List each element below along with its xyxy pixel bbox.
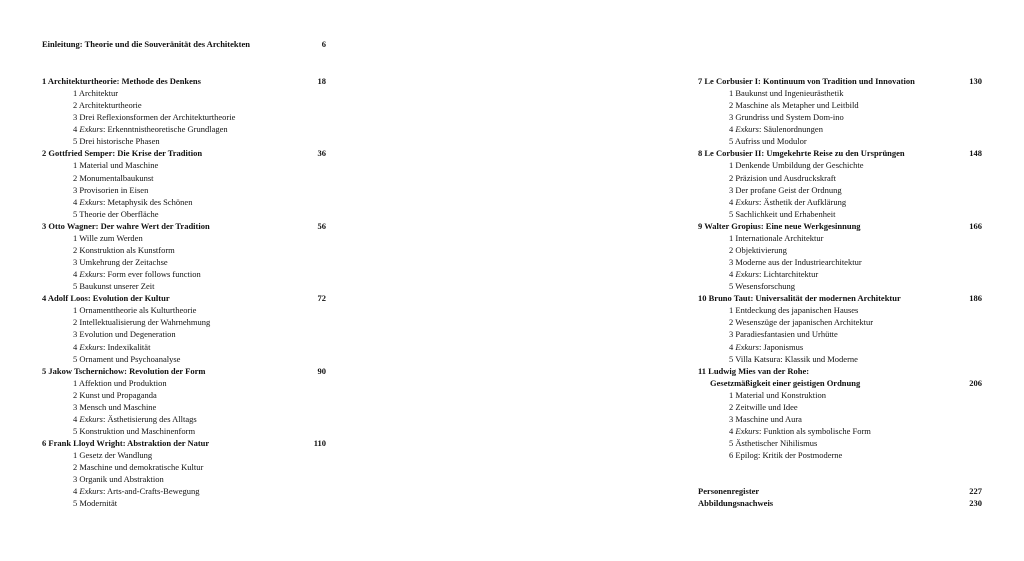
chapter-page-number: 148 — [969, 148, 982, 159]
section-entry: 3 Der profane Geist der Ordnung — [729, 184, 842, 195]
section-entry: 5 Drei historische Phasen — [73, 136, 160, 147]
section-entry: 4 Exkurs: Erkenntnistheoretische Grundlagen — [73, 124, 228, 135]
section-entry: 2 Maschine und demokratische Kultur — [73, 462, 204, 473]
section-entry: 2 Intellektualisierung der Wahrnehmung — [73, 317, 211, 328]
chapter-title: 8 Le Corbusier II: Umgekehrte Reise zu den Ursprüngen — [698, 148, 905, 159]
section-entry: 5 Ornament und Psychoanalyse — [73, 353, 181, 364]
section-entry: 5 Aufriss und Modulor — [729, 136, 807, 147]
chapter-title: 9 Walter Gropius: Eine neue Werkgesinnung — [698, 220, 861, 231]
section-entry: 2 Konstruktion als Kunstform — [73, 244, 175, 255]
section-entry: 5 Wesensforschung — [729, 281, 795, 292]
section-entry: 2 Wesenszüge der japanischen Architektur — [729, 317, 874, 328]
section-entry: 5 Modernität — [73, 498, 118, 509]
section-entry: 3 Evolution und Degeneration — [73, 329, 176, 340]
section-entry: 3 Paradiesfantasien und Urhütte — [729, 329, 838, 340]
chapter-page-number: 206 — [969, 377, 982, 388]
chapter-page-number: 36 — [317, 148, 326, 159]
section-entry: 1 Wille zum Werden — [73, 232, 143, 243]
chapter-title: 5 Jakow Tschernichow: Revolution der Form — [42, 365, 206, 376]
appendix-title: Abbildungsnachweis — [698, 498, 774, 509]
section-entry: 3 Moderne aus der Industriearchitektur — [729, 257, 862, 268]
section-entry: 3 Provisorien in Eisen — [73, 184, 149, 195]
section-entry: 1 Architektur — [73, 88, 119, 99]
section-entry: 3 Organik und Abstraktion — [73, 474, 164, 485]
section-entry: 5 Ästhetischer Nihilismus — [729, 438, 818, 449]
section-entry: 1 Entdeckung des japanischen Hauses — [729, 305, 859, 316]
section-entry: 3 Grundriss und System Dom-ino — [729, 112, 844, 123]
appendix-page-number: 230 — [969, 498, 982, 509]
section-entry: 5 Villa Katsura: Klassik und Moderne — [729, 353, 858, 364]
appendix-title: Personenregister — [698, 486, 760, 496]
chapter-page-number: 130 — [969, 76, 982, 86]
chapter-page-number: 56 — [317, 220, 326, 231]
section-entry: 4 Exkurs: Funktion als symbolische Form — [729, 426, 871, 437]
section-entry: 1 Material und Maschine — [73, 160, 159, 171]
chapter-title: 2 Gottfried Semper: Die Krise der Tradition — [42, 148, 203, 159]
chapter-title: 3 Otto Wagner: Der wahre Wert der Tradition — [42, 220, 210, 231]
chapter-title: 6 Frank Lloyd Wright: Abstraktion der Natur — [42, 438, 210, 449]
section-entry: 3 Drei Reflexionsformen der Architekturtheorie — [73, 112, 236, 123]
section-entry: 5 Konstruktion und Maschinenform — [73, 426, 196, 437]
chapter-page-number: 186 — [969, 293, 982, 304]
section-entry: 5 Theorie der Oberfläche — [73, 208, 159, 219]
section-entry: 1 Gesetz der Wandlung — [73, 450, 153, 461]
section-entry: 3 Umkehrung der Zeitachse — [73, 257, 168, 268]
section-entry: 6 Epilog: Kritik der Postmoderne — [729, 450, 843, 461]
section-entry: 5 Baukunst unserer Zeit — [73, 281, 155, 292]
section-entry: 4 Exkurs: Säulenordnungen — [729, 124, 823, 135]
section-entry: 1 Internationale Architektur — [729, 232, 824, 243]
chapter-page-number: 90 — [317, 365, 326, 376]
section-entry: 4 Exkurs: Ästhetisierung des Alltags — [73, 413, 197, 424]
appendix-page-number: 227 — [969, 486, 982, 496]
section-entry: 1 Affektion und Produktion — [73, 377, 167, 388]
section-entry: 1 Ornamenttheorie als Kulturtheorie — [73, 305, 197, 316]
chapter-page-number: 18 — [317, 76, 326, 86]
chapter-page-number: 166 — [969, 220, 982, 231]
section-entry: 3 Mensch und Maschine — [73, 401, 157, 412]
section-entry: 2 Architekturtheorie — [73, 100, 142, 111]
section-entry: 1 Material und Konstruktion — [729, 389, 827, 400]
section-entry: 1 Denkende Umbildung der Geschichte — [729, 160, 864, 171]
section-entry: 5 Sachlichkeit und Erhabenheit — [729, 208, 836, 219]
section-entry: 2 Präzision und Ausdruckskraft — [729, 172, 836, 183]
section-entry: 4 Exkurs: Metaphysik des Schönen — [73, 196, 193, 207]
chapter-title-continued: Gesetzmäßigkeit einer geistigen Ordnung — [710, 377, 861, 388]
section-entry: 4 Exkurs: Ästhetik der Aufklärung — [729, 196, 847, 207]
section-entry: 1 Baukunst und Ingenieurästhetik — [729, 88, 844, 99]
chapter-title: 4 Adolf Loos: Evolution der Kultur — [42, 293, 170, 304]
section-entry: 2 Monumentalbaukunst — [73, 172, 154, 183]
intro-page-number: 6 — [321, 39, 326, 49]
section-entry: 3 Maschine und Aura — [729, 413, 802, 424]
section-entry: 2 Zeitwille und Idee — [729, 401, 798, 412]
right-page — [512, 0, 1024, 561]
section-entry: 4 Exkurs: Indexikalität — [73, 341, 151, 352]
section-entry: 2 Kunst und Propaganda — [73, 389, 157, 400]
section-entry: 4 Exkurs: Lichtarchitektur — [729, 269, 819, 280]
section-entry: 2 Objektivierung — [729, 244, 787, 255]
chapter-title: 1 Architekturtheorie: Methode des Denkens — [42, 76, 201, 86]
chapter-title: 7 Le Corbusier I: Kontinuum von Tradition und Innovation — [698, 76, 915, 86]
section-entry: 4 Exkurs: Japonismus — [729, 341, 804, 352]
chapter-title: 11 Ludwig Mies van der Rohe: — [698, 365, 810, 376]
section-entry: 2 Maschine als Metapher und Leitbild — [729, 100, 859, 111]
chapter-page-number: 72 — [317, 293, 326, 304]
section-entry: 4 Exkurs: Arts-and-Crafts-Bewegung — [73, 486, 200, 497]
intro-title: Einleitung: Theorie und die Souveränität des Architekten — [42, 39, 250, 49]
chapter-page-number: 110 — [313, 438, 326, 449]
section-entry: 4 Exkurs: Form ever follows function — [73, 269, 201, 280]
chapter-title: 10 Bruno Taut: Universalität der modernen Architektur — [698, 293, 901, 304]
